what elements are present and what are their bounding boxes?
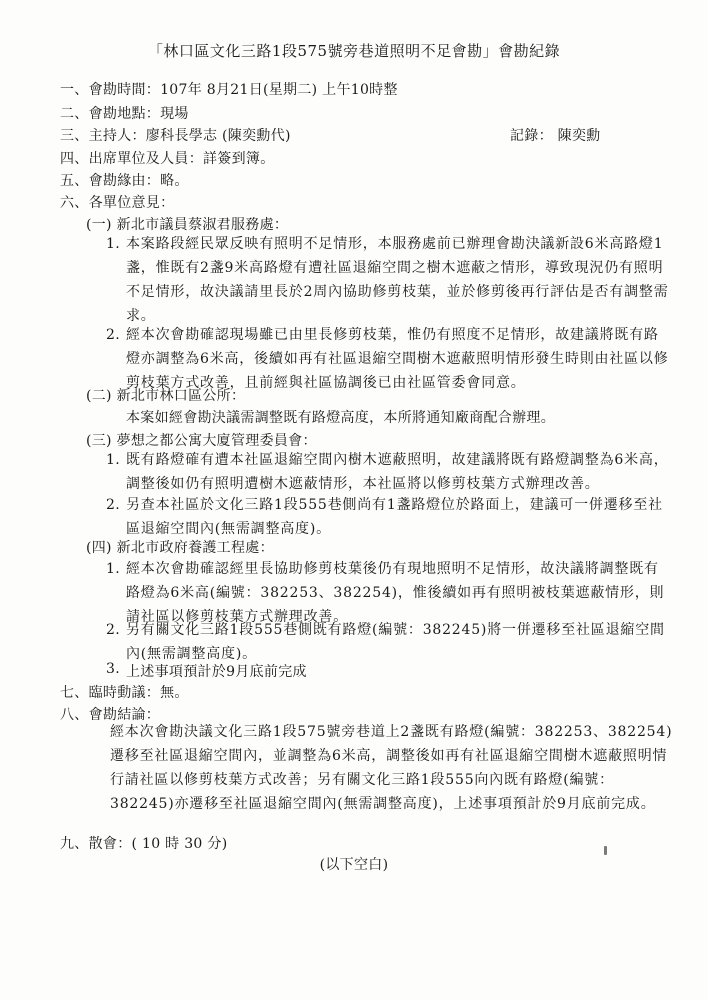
meeting-recorder: 記錄： 陳奕勳 — [510, 128, 601, 144]
conclusion-text: 經本次會勘決議文化三路1段575號旁巷道上2盞既有路燈(編號：382253、382254)遷移至社區退縮空間內，並調整為6米高，調整後如再有社區退縮空間樹木遮蔽照明情行請社區以修剪枝葉方式改善；另有關文化三路1段555向內既有路燈(編號：382245)亦遷移至社區退縮空間內(無需調整高度)，上述事項預計於9月底前完成。 — [110, 724, 673, 812]
meeting-time: 一、會勘時間：107年 8月21日(星期二) 上午10時整 — [60, 82, 398, 98]
opinion-unit-3-heading: (三) 夢想之都公寓大廈管理委員會： — [86, 433, 317, 449]
opinion-unit-4-item-3-number: 3. — [106, 661, 120, 677]
opinion-unit-1-item-2-text: 經本次會勘確認現場雖已由里長修剪枝葉，惟仍有照度不足情形，故建議將既有路燈亦調整為6米高，後續如再有社區退縮空間樹木遮蔽照明情形發生時則由社區以修剪枝葉方式改善，且前經與社區協調後已由社區管委會同意。 — [126, 327, 669, 391]
opinion-unit-4-item-1-text: 經本次會勘確認經里長協助修剪枝葉後仍有現地照明不足情形，故決議將調整既有路燈為6米高(編號：382253、382254)，惟後續如再有照明被枝葉遮蔽情形，則請社區以修剪枝葉方式辦理改善。 — [126, 561, 665, 625]
opinion-unit-4-heading: (四) 新北市政府養護工程處： — [86, 540, 274, 556]
document-title: 「林口區文化三路1段575號旁巷道照明不足會勘」會勘紀錄 — [147, 42, 561, 60]
opinion-unit-4-item-2-number: 2. — [106, 622, 120, 638]
opinion-unit-3-item-1-text: 既有路燈確有遭本社區退縮空間內樹木遮蔽照明，故建議將既有路燈調整為6米高，調整後如仍有照明遭樹木遮蔽情形，本社區將以修剪枝葉方式辦理改善。 — [126, 452, 669, 492]
opinion-unit-1-heading: (一) 新北市議員蔡淑君服務處： — [86, 217, 289, 233]
meeting-reason: 五、會勘緣由：略。 — [60, 173, 189, 189]
opinions-heading: 六、各單位意見： — [60, 195, 175, 211]
opinion-unit-3-item-2-number: 2. — [106, 497, 120, 513]
adjournment: 九、散會：( 10 時 30 分) — [60, 836, 228, 852]
opinion-unit-3-item-1-number: 1. — [106, 452, 120, 468]
opinion-unit-2-heading: (二) 新北市林口區公所： — [86, 388, 246, 404]
opinion-unit-4-item-3-text: 上述事項預計於9月底前完成 — [126, 664, 307, 680]
opinion-unit-1-item-1-number: 1. — [106, 236, 120, 252]
scan-mark — [604, 846, 607, 855]
opinion-unit-4-item-1-number: 1. — [106, 561, 120, 577]
attendees: 四、出席單位及人員：詳簽到簿。 — [60, 151, 275, 167]
meeting-location: 二、會勘地點：現場 — [60, 106, 189, 122]
opinion-unit-1-item-2-number: 2. — [106, 327, 120, 343]
meeting-chair: 三、主持人：廖科長學志 (陳奕勳代) — [60, 128, 291, 144]
opinion-unit-2-text: 本案如經會勘決議需調整既有路燈高度，本所將通知廠商配合辦理。 — [126, 410, 555, 426]
opinion-unit-4-item-2-text: 另有關文化三路1段555巷側既有路燈(編號：382245)將一併遷移至社區退縮空間內(無需調整高度)。 — [126, 622, 665, 662]
ad-hoc-motion: 七、臨時動議：無。 — [60, 685, 189, 701]
blank-below-note: (以下空白) — [319, 857, 389, 873]
opinion-unit-1-item-1-text: 本案路段經民眾反映有照明不足情形，本服務處前已辦理會勘決議新設6米高路燈1盞，惟既有2盞9米高路燈有遭社區退縮空間之樹木遮蔽之情形，導致現況仍有照明不足情形，故決議請里長於2周內協助修剪枝葉，並於修剪後再行評估是否有調整需求。 — [126, 236, 669, 324]
conclusion-heading: 八、會勘結論： — [60, 707, 161, 723]
opinion-unit-3-item-2-text: 另查本社區於文化三路1段555巷側尚有1盞路燈位於路面上，建議可一併遷移至社區退縮空間內(無需調整高度)。 — [126, 497, 663, 537]
